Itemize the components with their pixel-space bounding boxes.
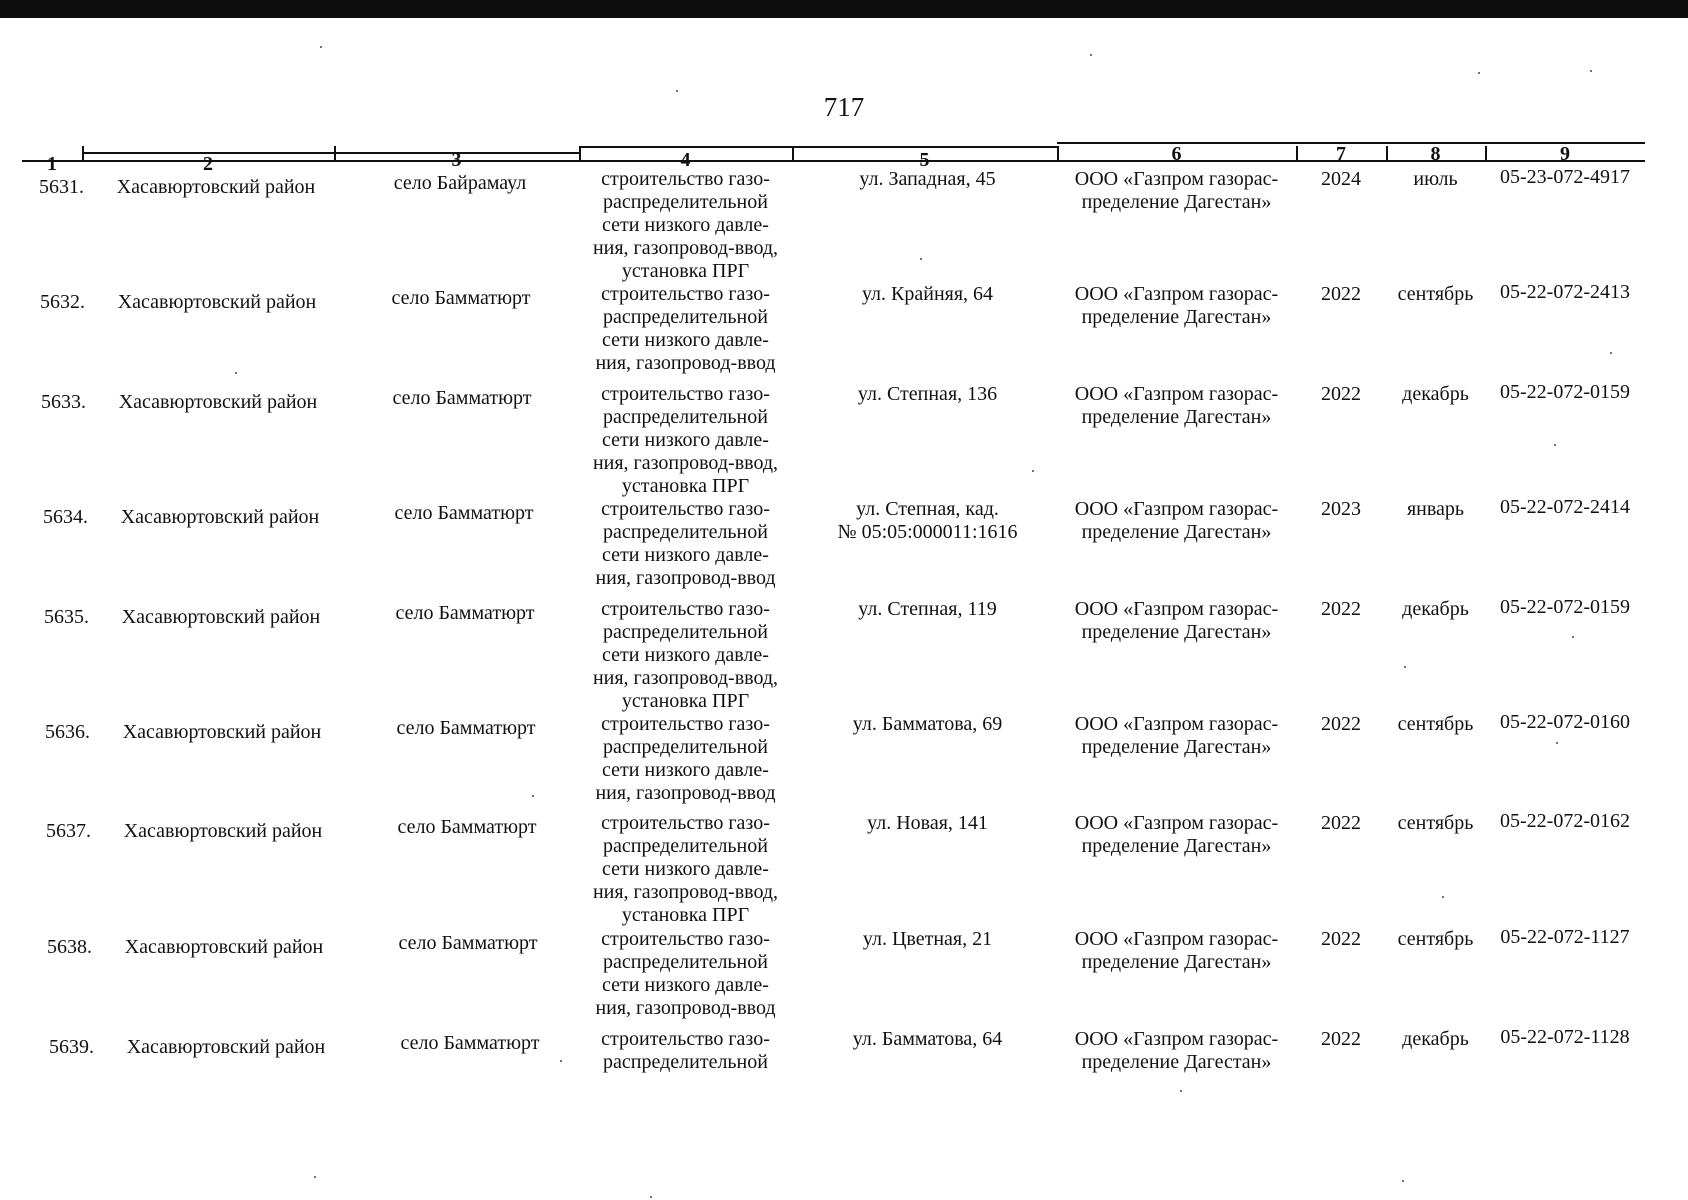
code-cell: 05-22-072-1127 [1500,926,1630,948]
month-cell: декабрь [1402,1028,1469,1050]
month-cell: январь [1406,498,1465,520]
scan-speck [235,372,237,374]
work-description [579,383,792,498]
scan-speck [1180,1090,1182,1092]
year-cell: 2022 [1321,383,1361,405]
locality-cell: село Бамматюрт [397,816,537,838]
work-description-line: сети низкого давле- [602,974,769,996]
scan-speck [1442,896,1444,898]
address-cell-line: ул. Бамматова, 64 [852,1028,1003,1050]
address-cell-line: ул. Бамматова, 69 [852,713,1003,735]
row-number: 5636. [45,721,90,743]
year-cell: 2022 [1321,283,1361,305]
scan-speck [1556,742,1558,744]
organization-cell [1057,1028,1296,1074]
code-cell: 05-22-072-2413 [1500,281,1630,303]
address-cell-line: ул. Крайняя, 64 [861,283,994,305]
year-cell: 2022 [1321,1028,1361,1050]
organization-cell-line: ООО «Газпром газорас- [1074,928,1279,950]
address-cell [820,283,1035,306]
scan-speck [560,1060,562,1062]
organization-cell-line: ООО «Газпром газорас- [1074,598,1279,620]
locality-cell: село Бамматюрт [398,932,538,954]
work-description [579,598,792,713]
organization-cell-line: ООО «Газпром газорас- [1074,168,1279,190]
row-number: 5637. [46,820,91,842]
scan-speck [1478,72,1480,74]
work-description-line: распределительной [603,736,768,758]
work-description-line: строительство газо- [601,812,770,834]
work-description [579,928,792,1020]
organization-cell-line: пределение Дагестан» [1081,835,1272,857]
work-description [579,713,792,805]
year-cell: 2022 [1321,598,1361,620]
work-description-line: установка ПРГ [621,904,750,926]
year-cell: 2024 [1321,168,1361,190]
organization-cell-line: ООО «Газпром газорас- [1074,283,1279,305]
work-description-line: распределительной [603,191,768,213]
code-cell: 05-22-072-0160 [1500,711,1630,733]
month-cell: сентябрь [1397,713,1474,735]
work-description-line: сети низкого давле- [602,759,769,781]
code-cell: 05-22-072-0159 [1500,381,1630,403]
work-description-line: установка ПРГ [621,260,750,282]
scan-speck [320,46,322,48]
address-cell-line: ул. Степная, 136 [857,383,998,405]
locality-cell: село Бамматюрт [392,387,532,409]
code-cell: 05-22-072-2414 [1500,496,1630,518]
address-cell [820,713,1035,736]
column-number-1: 1 [47,153,57,175]
work-description [579,812,792,927]
organization-cell-line: ООО «Газпром газорас- [1074,498,1279,520]
work-description-line: строительство газо- [601,168,770,190]
organization-cell-line: ООО «Газпром газорас- [1074,812,1279,834]
scan-speck [1610,352,1612,354]
year-cell: 2022 [1321,928,1361,950]
work-description-line: распределительной [603,1051,768,1073]
month-cell: сентябрь [1397,812,1474,834]
district-cell: Хасавюртовский район [117,291,317,313]
work-description [579,168,792,283]
district-cell: Хасавюртовский район [116,176,316,198]
column-number-3: 3 [451,149,462,171]
organization-cell-line: пределение Дагестан» [1081,191,1272,213]
organization-cell [1057,498,1296,544]
address-cell [820,1028,1035,1051]
work-description-line: распределительной [603,951,768,973]
row-number: 5632. [40,291,85,313]
work-description-line: строительство газо- [601,598,770,620]
address-cell-line: № 05:05:000011:1616 [837,521,1018,543]
organization-cell [1057,713,1296,759]
scan-speck [532,795,534,797]
work-description-line: распределительной [603,406,768,428]
work-description-line: установка ПРГ [621,475,750,497]
scan-speck [1590,70,1592,72]
district-cell: Хасавюртовский район [123,820,323,842]
address-cell [820,383,1035,406]
district-cell: Хасавюртовский район [121,606,321,628]
address-cell [820,812,1035,835]
organization-cell [1057,598,1296,644]
work-description-line: распределительной [603,306,768,328]
address-cell-line: ул. Степная, кад. [856,498,999,520]
address-cell [820,168,1035,191]
organization-cell [1057,812,1296,858]
scan-speck [1404,666,1406,668]
work-description [579,1028,792,1074]
organization-cell-line: ООО «Газпром газорас- [1074,713,1279,735]
organization-cell-line: ООО «Газпром газорас- [1074,383,1279,405]
year-cell: 2023 [1321,498,1361,520]
work-description-line: строительство газо- [601,383,770,405]
code-cell: 05-23-072-4917 [1500,166,1630,188]
locality-cell: село Бамматюрт [394,502,534,524]
scan-speck [650,1196,652,1198]
scan-speck [1090,54,1092,56]
row-number: 5635. [44,606,89,628]
work-description [579,283,792,375]
row-number: 5638. [47,936,92,958]
scan-speck [1572,636,1574,638]
organization-cell-line: пределение Дагестан» [1081,951,1272,973]
organization-cell-line: пределение Дагестан» [1081,406,1272,428]
scan-speck [1402,1180,1404,1182]
work-description-line: ния, газопровод-ввод [595,567,776,589]
organization-cell [1057,928,1296,974]
work-description-line: строительство газо- [601,498,770,520]
address-cell-line: ул. Западная, 45 [859,168,996,190]
locality-cell: село Бамматюрт [396,717,536,739]
work-description-line: строительство газо- [601,1028,770,1050]
scan-speck [920,258,922,260]
organization-cell-line: пределение Дагестан» [1081,1051,1272,1073]
district-cell: Хасавюртовский район [126,1036,326,1058]
work-description-line: сети низкого давле- [602,544,769,566]
column-number-2: 2 [203,153,213,175]
month-cell: декабрь [1402,383,1469,405]
work-description [579,498,792,590]
address-cell [820,598,1035,621]
column-number-5: 5 [919,149,930,171]
column-number-7: 7 [1336,143,1346,165]
district-cell: Хасавюртовский район [120,506,320,528]
work-description-line: сети низкого давле- [602,858,769,880]
address-cell [820,928,1035,951]
district-cell: Хасавюртовский район [122,721,322,743]
organization-cell-line: пределение Дагестан» [1081,521,1272,543]
organization-cell-line: пределение Дагестан» [1081,306,1272,328]
code-cell: 05-22-072-0162 [1500,810,1630,832]
code-cell: 05-22-072-1128 [1500,1026,1630,1048]
work-description-line: сети низкого давле- [602,214,769,236]
work-description-line: распределительной [603,521,768,543]
work-description-line: сети низкого давле- [602,429,769,451]
district-cell: Хасавюртовский район [118,391,318,413]
month-cell: декабрь [1402,598,1469,620]
work-description-line: распределительной [603,621,768,643]
header-rule [579,146,1057,148]
organization-cell-line: ООО «Газпром газорас- [1074,1028,1279,1050]
month-cell: сентябрь [1397,283,1474,305]
locality-cell: село Бамматюрт [395,602,535,624]
address-cell-line: ул. Новая, 141 [867,812,988,834]
work-description-line: сети низкого давле- [602,644,769,666]
work-description-line: ния, газопровод-ввод [595,352,776,374]
row-number: 5633. [41,391,86,413]
work-description-line: ния, газопровод-ввод, [592,667,779,689]
organization-cell [1057,283,1296,329]
scan-speck [314,1176,316,1178]
work-description-line: строительство газо- [601,928,770,950]
column-number-4: 4 [680,149,691,171]
page-number: 717 [823,92,865,122]
work-description-line: ния, газопровод-ввод [595,782,776,804]
month-cell: июль [1413,168,1458,190]
address-cell [820,498,1035,544]
work-description-line: ния, газопровод-ввод [595,997,776,1019]
code-cell: 05-22-072-0159 [1500,596,1630,618]
column-number-8: 8 [1430,143,1441,165]
scan-border [0,0,1688,18]
organization-cell-line: пределение Дагестан» [1081,736,1272,758]
work-description-line: ния, газопровод-ввод, [592,237,779,259]
scan-speck [676,90,678,92]
row-number: 5634. [43,506,88,528]
work-description-line: установка ПРГ [621,690,750,712]
row-number: 5631. [39,176,84,198]
row-number: 5639. [49,1036,94,1058]
work-description-line: строительство газо- [601,713,770,735]
scan-speck [1554,444,1556,446]
work-description-line: ния, газопровод-ввод, [592,452,779,474]
organization-cell [1057,383,1296,429]
work-description-line: сети низкого давле- [602,329,769,351]
column-number-6: 6 [1171,143,1182,165]
year-cell: 2022 [1321,812,1361,834]
address-cell-line: ул. Цветная, 21 [862,928,993,950]
locality-cell: село Бамматюрт [400,1032,540,1054]
organization-cell [1057,168,1296,214]
column-number-9: 9 [1560,143,1570,165]
month-cell: сентябрь [1397,928,1474,950]
work-description-line: строительство газо- [601,283,770,305]
locality-cell: село Байрамаул [393,172,527,194]
scan-speck [1032,470,1034,472]
address-cell-line: ул. Степная, 119 [858,598,997,620]
organization-cell-line: пределение Дагестан» [1081,621,1272,643]
work-description-line: ния, газопровод-ввод, [592,881,779,903]
work-description-line: распределительной [603,835,768,857]
district-cell: Хасавюртовский район [124,936,324,958]
year-cell: 2022 [1321,713,1361,735]
locality-cell: село Бамматюрт [391,287,531,309]
